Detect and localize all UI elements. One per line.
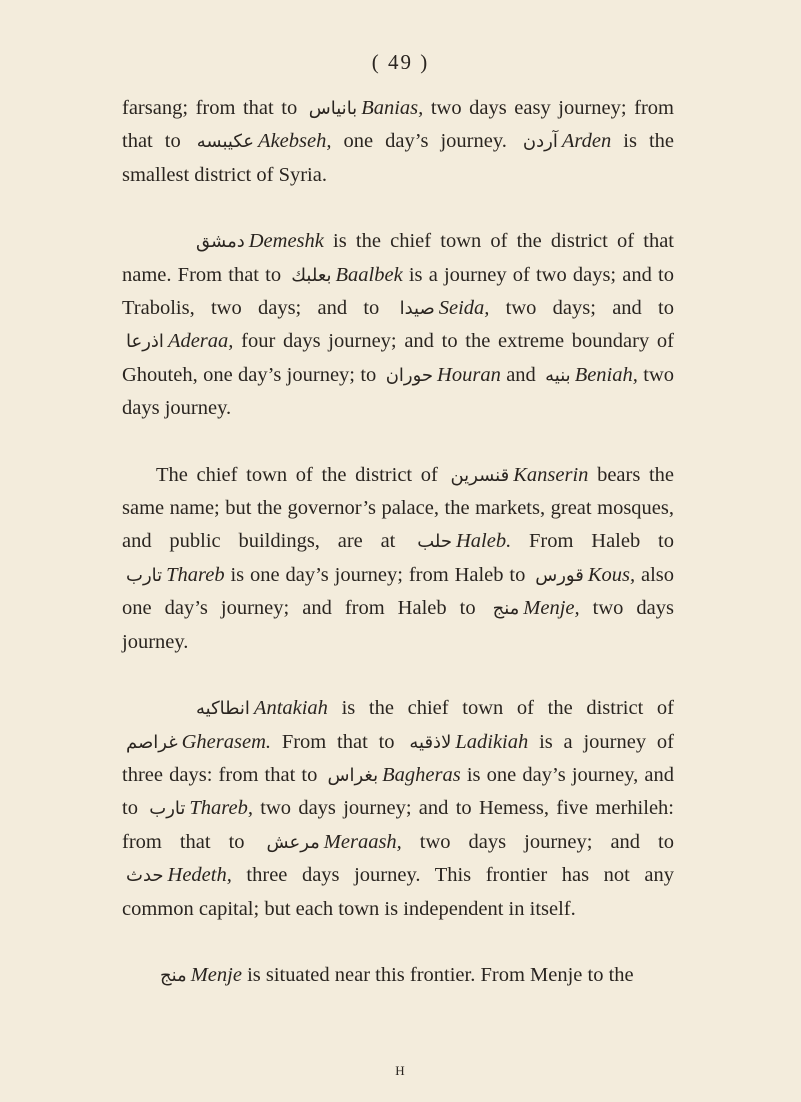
text-run: is a journey of two days; and to Trabolis, two days; and to [122, 263, 674, 320]
text-run: is the smallest district of Syria. [122, 130, 675, 186]
transliterated-place-name: Kous, [587, 563, 636, 586]
transliterated-place-name: Beniah, [574, 363, 638, 386]
text-run: farsang; from that to [122, 97, 305, 119]
transliterated-place-name: Houran [437, 363, 501, 386]
transliterated-place-name: Baalbek [335, 263, 403, 286]
transliterated-place-name: Antakiah [253, 697, 328, 720]
text-run: is one day’s journey; from Haleb to [224, 563, 532, 586]
paragraph [122, 92, 674, 192]
text-run: two days journey; and to [401, 830, 674, 853]
text-run: is the chief town of the district of that name. From that to [122, 230, 674, 286]
text-run: is the chief town of the district of [327, 697, 674, 720]
transliterated-place-name: Aderaa, [167, 330, 234, 353]
arabic-place-name: بعلبك [291, 264, 332, 286]
transliterated-place-name: Arden [561, 130, 612, 153]
text-run: and [500, 363, 542, 386]
paragraph [122, 459, 674, 659]
arabic-place-name: غراصم [126, 731, 178, 753]
text-run: is a journey of three days: from that to [122, 730, 674, 786]
arabic-place-name: حلب [417, 531, 452, 553]
transliterated-place-name: Menje, [523, 597, 580, 620]
arabic-place-name: حدث [126, 865, 164, 887]
transliterated-place-name: Kanserin [513, 463, 589, 486]
transliterated-place-name: Gherasem. [181, 730, 271, 753]
arabic-place-name: دمشق [196, 231, 245, 253]
arabic-place-name: لاذقيه [409, 731, 452, 753]
transliterated-place-name: Menje [190, 963, 242, 986]
text-run: two days; and to [489, 297, 674, 320]
transliterated-place-name: Ladikiah [455, 730, 529, 753]
transliterated-place-name: Demeshk [248, 230, 324, 253]
text-run: also one day’s journey; and from Haleb to [122, 563, 674, 620]
text-run: two days journey. [122, 597, 675, 653]
arabic-place-name: آردن [522, 131, 558, 153]
paragraph [122, 692, 674, 926]
transliterated-place-name: Meraash, [323, 830, 402, 853]
arabic-place-name: صيدا [399, 298, 435, 320]
text-run: three days journey. This frontier has not any common capital; but each town is independent in itself. [122, 864, 674, 920]
transliterated-place-name: Bagheras [382, 763, 461, 786]
arabic-place-name: بانياس [308, 98, 358, 119]
transliterated-place-name: Banias, [361, 97, 424, 119]
text-run: two days journey; and to Hemess, five merhileh: from that to [122, 797, 674, 853]
transliterated-place-name: Thareb, [189, 797, 253, 820]
text-run: bears the same name; but the governor’s palace, the markets, great mosques, and public buildings, are at [122, 463, 675, 553]
page-number: ( 49 ) [371, 50, 430, 74]
transliterated-place-name: Haleb. [455, 530, 512, 553]
text-run: four days journey; and to the extreme boundary of Ghouteh, one day’s journey; to [122, 330, 674, 386]
arabic-place-name: منج [492, 598, 520, 620]
printer-signature: H [395, 1063, 406, 1078]
arabic-place-name: قنسرين [450, 464, 510, 486]
arabic-place-name: قورس [535, 564, 584, 586]
page-body [122, 92, 674, 1025]
arabic-place-name: انطاكيه [196, 698, 250, 720]
paragraph [122, 225, 674, 425]
arabic-place-name: عكيبسه [196, 131, 255, 153]
text-run: two days easy journey; from that to [122, 97, 674, 153]
transliterated-place-name: Akebseh, [258, 130, 332, 153]
arabic-place-name: تارب [126, 564, 163, 586]
transliterated-place-name: Hedeth, [167, 864, 232, 887]
paragraph [122, 959, 674, 992]
text-run: The chief town of the district of [156, 463, 447, 486]
arabic-place-name: اذرعا [126, 331, 164, 353]
text-run: From Haleb to [511, 530, 674, 553]
text-run: two days journey. [122, 363, 675, 420]
transliterated-place-name: Thareb [166, 563, 225, 586]
arabic-place-name: حوران [385, 364, 434, 386]
text-run: one day’s journey. [331, 130, 519, 153]
text-run: From that to [271, 730, 406, 753]
arabic-place-name: بنيه [545, 364, 571, 386]
transliterated-place-name: Seida, [438, 297, 490, 320]
arabic-place-name: منج [160, 964, 187, 986]
arabic-place-name: تارب [149, 798, 186, 820]
text-run: is situated near this frontier. From Menje to the [241, 963, 634, 986]
text-run: is one day’s journey, and to [122, 763, 674, 820]
arabic-place-name: مرعش [266, 831, 320, 853]
arabic-place-name: بغراس [327, 764, 379, 786]
